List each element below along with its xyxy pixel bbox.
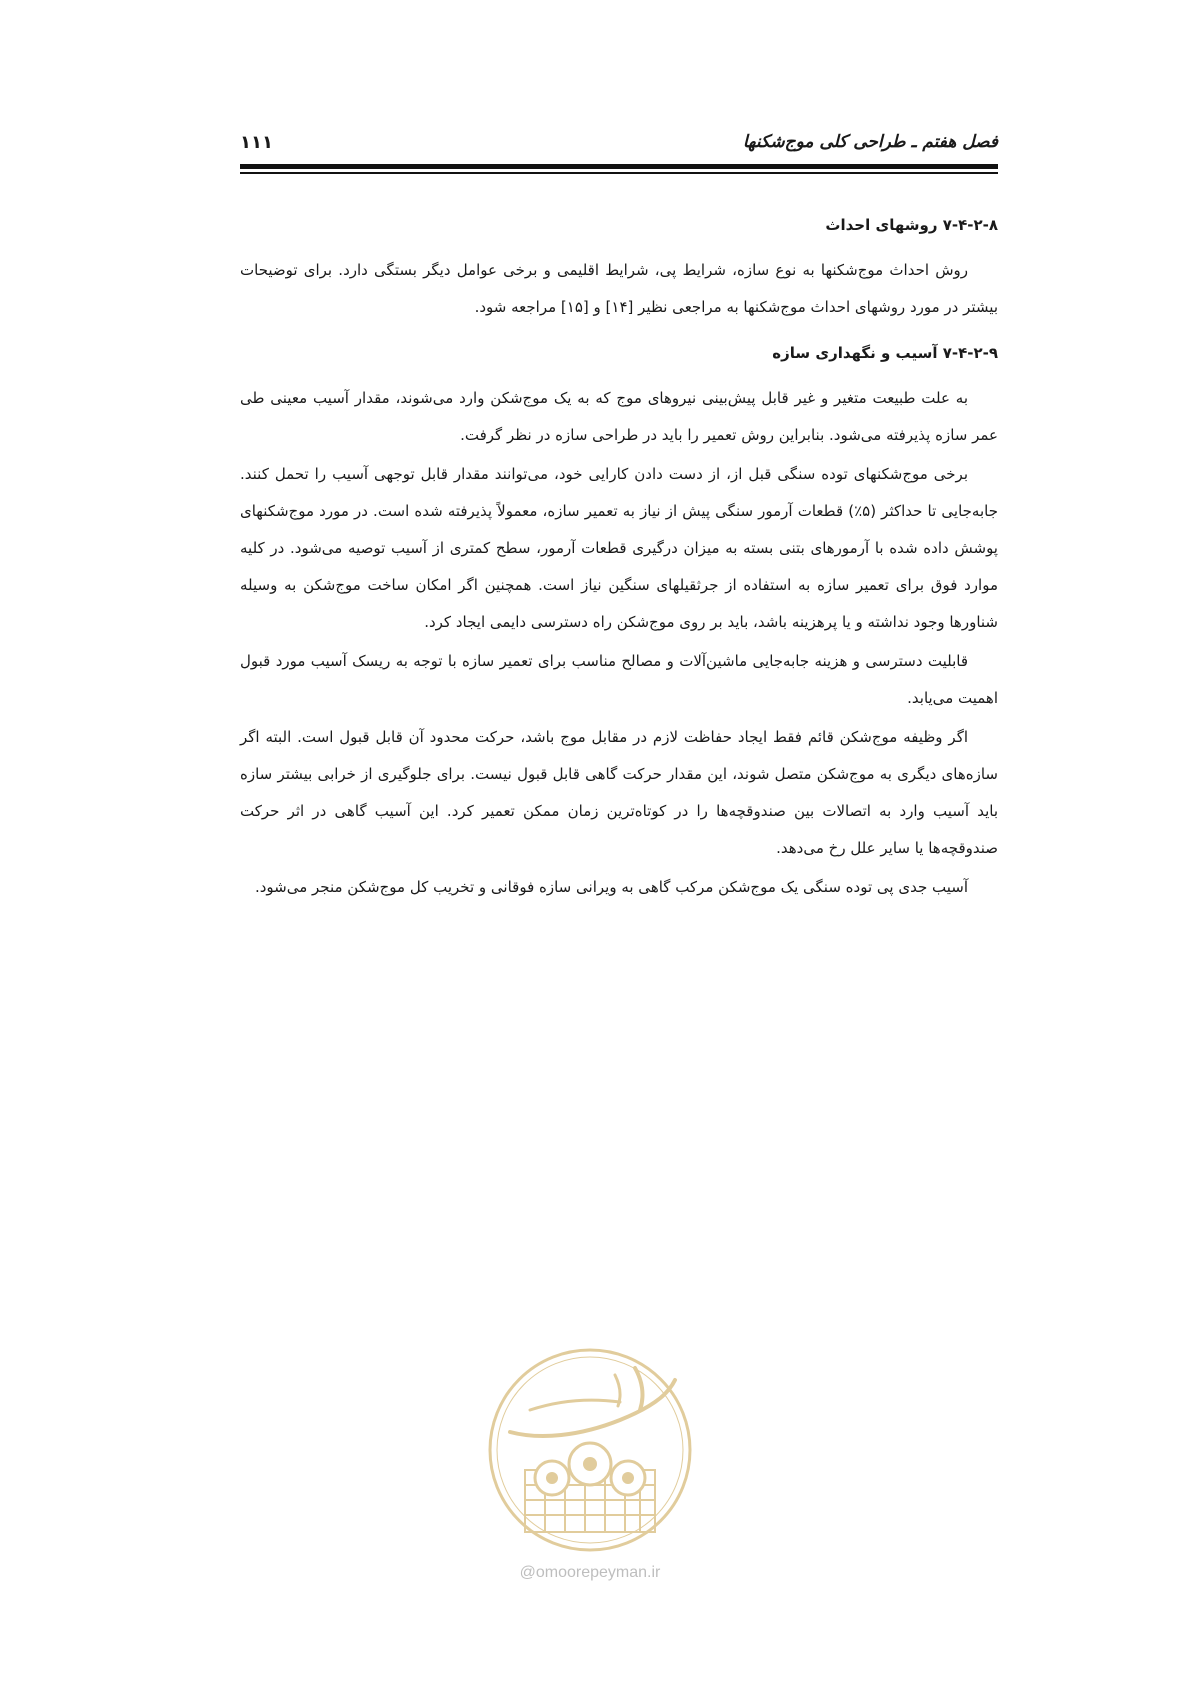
paragraph: برخی موج‌شکنهای توده سنگی قبل از، از دست دادن کارایی خود، می‌توانند مقدار قابل توجهی آسیب را تحمل کنند. جابه‌جایی تا حداکثر (۵٪) قطعات آرمور سنگی پیش از نیاز به تعمیر سازه، معمولاً پذیرفته شده است. در مورد موج‌شکنهای پوشش داده شده با آرمورهای بتنی بسته به میزان درگیری قطعات آرمور، سطح کمتری از آسیب توصیه می‌شود. در کلیه موارد فوق برای تعمیر سازه به استفاده از جرثقیلهای سنگین نیاز است. همچنین اگر امکان ساخت موج‌شکن به وسیله شناورها وجود نداشته و یا پرهزینه باشد، باید بر روی موج‌شکن راه دسترسی دایمی ایجاد کرد. (240, 465, 998, 631)
watermark-url: @omoorepeyman.ir (519, 1564, 661, 1581)
paragraph: روش احداث موج‌شکنها به نوع سازه، شرایط پی، شرایط اقلیمی و برخی عوامل دیگر بستگی دارد. برای توضیحات بیشتر در مورد روشهای احداث موج‌شکنها به مراجعی نظیر [۱۴] و [۱۵] مراجعه شود. (240, 261, 998, 316)
paragraph: قابلیت دسترسی و هزینه جابه‌جایی ماشین‌آلات و مصالح مناسب برای تعمیر سازه با توجه به ریسک آسیب مورد قبول اهمیت می‌یابد. (240, 652, 998, 707)
header-rule-thin (240, 172, 998, 174)
at-icon: @ (519, 1564, 536, 1581)
paragraph: آسیب جدی پی توده سنگی یک موج‌شکن مرکب گاهی به ویرانی سازه فوقانی و تخریب کل موج‌شکن منجر می‌شود. (254, 878, 968, 896)
section-damage-maintenance (240, 340, 998, 906)
page-header (240, 128, 998, 158)
section-heading: ۷-۴-۲-۹ آسیب و نگهداری سازه (772, 344, 998, 362)
watermark (470, 1340, 710, 1600)
omoorepeyman-logo-icon (470, 1340, 710, 1560)
section-construction-methods (240, 212, 998, 326)
paragraph: به علت طبیعت متغیر و غیر قابل پیش‌بینی نیروهای موج که به یک موج‌شکن وارد می‌شوند، مقدار آسیب معینی طی عمر سازه پذیرفته می‌شود. بنابراین روش تعمیر را باید در طراحی سازه در نظر گرفت. (240, 389, 998, 444)
page-content (240, 212, 998, 908)
header-rule-thick (240, 164, 998, 169)
page-number: ۱۱۱ (240, 132, 273, 153)
chapter-title: فصل هفتم ـ طراحی کلی موج‌شکنها (742, 132, 998, 152)
paragraph: اگر وظیفه موج‌شکن قائم فقط ایجاد حفاظت لازم در مقابل موج باشد، حرکت محدود آن قابل قبول است. البته اگر سازه‌های دیگری به موج‌شکن متصل شوند، این مقدار حرکت گاهی قابل قبول نیست. برای جلوگیری از خرابی بیشتر سازه باید آسیب وارد به اتصالات بین صندوقچه‌ها را در کوتاه‌ترین زمان ممکن تعمیر کرد. این آسیب گاهی در اثر حرکت صندوقچه‌ها یا سایر علل رخ می‌دهد. (240, 728, 998, 857)
section-heading: ۷-۴-۲-۸ روشهای احداث (825, 216, 998, 234)
